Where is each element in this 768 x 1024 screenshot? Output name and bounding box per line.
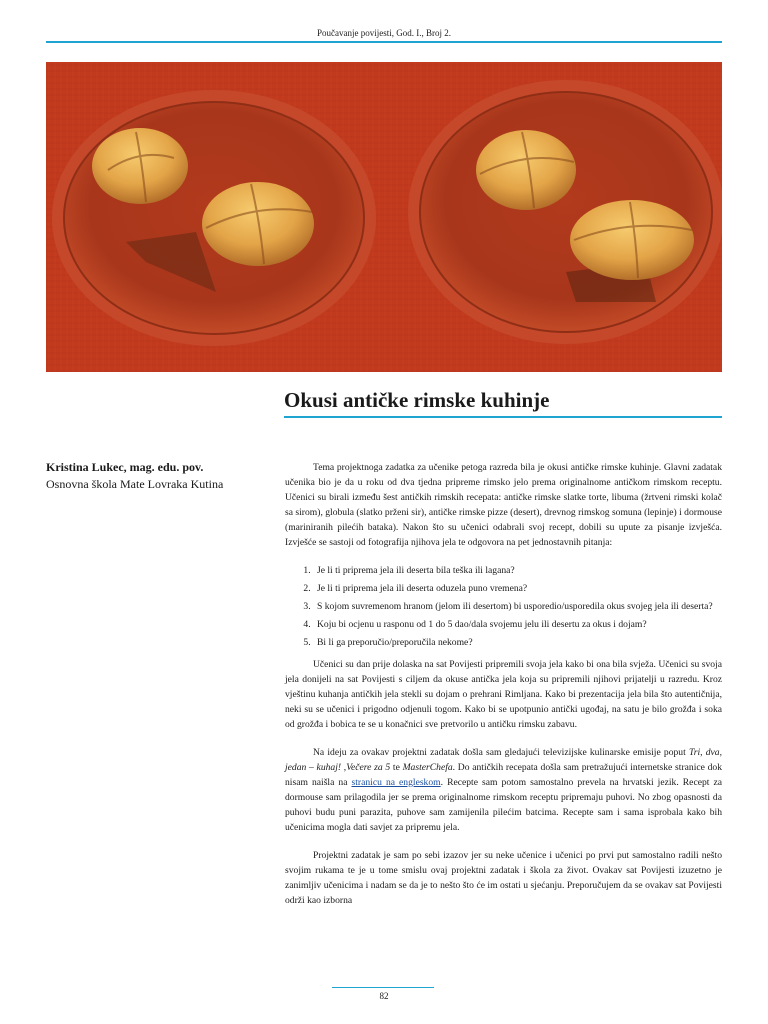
journal-header: Poučavanje povijesti, God. I., Broj 2. [317, 28, 451, 38]
title-rule [284, 416, 722, 418]
left-plate [52, 90, 376, 346]
right-bun-1 [476, 130, 576, 210]
p3-sep-1: , [341, 762, 347, 773]
question-item: 5. Bi li ga preporučio/preporučila nekome? [313, 635, 722, 650]
p3-text-end: . Recepte sam potom samostalno prevela na hrvatski jezik. Recept za dormouse sam prilagodila jer se prema originalnome rimskom receptu pripremaju puhovi. No zbog opasnosti da puhovi budu puni parazita, puhove sam zamijenila pilećim batcima. Recepte sam i sama isprobala kako bih učenicima mogla dati savjet za pripremu jela. [285, 777, 722, 833]
question-item: 3. S kojom suvremenom hranom (jelom ili desertom) bi usporedio/usporedila okus svojeg jela ili deserta? [313, 599, 722, 614]
paragraph-1: Tema projektnoga zadatka za učenike petoga razreda bila je okusi antičke rimske kuhinje. Glavni zadatak učenika bio je da u roku od dva tjedna pripreme rimsko jelo prema originalnome antičkom rimskom receptu. Učenici su birali između šest antičkih rimskih recepata: antičke rimske slatke torte, libuma (žrtveni rimski kolač sa sirom), globula (slatko prženi sir), antičke rimske pizze (desert), drevnog rimskog somuna (lepinje) i dormouse (mariniranih pilećih bataka). Nakon što su učenici odabrali svoj recept, dobili su upute za pisanje izvješća. Izvješće se sastoji od fotografija njihova jela te odgovora na pet jednostavnih pitanja: [285, 462, 722, 548]
show-title-1: Tri, dva, jedan – kuhaj! [285, 747, 722, 773]
question-item: 4. Koju bi ocjenu u rasponu od 1 do 5 dao/dala svojemu jelu ili desertu za okus i dojam? [313, 617, 722, 632]
question-item: 1. Je li ti priprema jela ili deserta bila teška ili lagana? [313, 563, 722, 578]
p3-sep-2: te [390, 762, 403, 773]
left-bun-1 [92, 128, 188, 204]
food-photo-illustration [46, 62, 722, 372]
question-item: 2. Je li ti priprema jela ili deserta oduzela puno vremena? [313, 581, 722, 596]
page-number: 82 [379, 991, 389, 1001]
show-title-2: Večere za 5 [346, 762, 391, 773]
paragraph-2: Učenici su dan prije dolaska na sat Povijesti pripremili svoja jela kako bi ona bila svježa. Učenici su svoja jela donijeli na sat Povijesti s ciljem da okuse antička jela koja su pripremili njihovi prijatelji u razredu. Kroz vještinu kuhanja antičkih jela stekli su dojam o prehrani Rimljana. Kako bi prezentacija jela bila što autentičnija, neki su se učenici i prigodno odjenuli togom. Kako bi se upotpunio antički ugođaj, na satu je bilo grožđa i soka od grožđa i bobica te se u konačnici sve pretvorilo u antičku rimsku zabavu. [285, 659, 722, 730]
footer-rule [332, 987, 434, 988]
article-body [285, 460, 722, 921]
author-block [46, 459, 266, 493]
article-title: Okusi antičke rimske kuhinje [284, 388, 550, 412]
p3-text-mid: . Do antičkih recepata došla sam pretražujući internetske stranice dok nisam naišla na [285, 762, 722, 788]
question-list [285, 563, 722, 650]
english-page-link[interactable]: stranicu na engleskom [351, 777, 441, 788]
author-name: Kristina Lukec, mag. edu. pov. [46, 460, 204, 474]
header-rule [46, 41, 722, 43]
right-plate [408, 80, 722, 344]
paragraph-4: Projektni zadatak je sam po sebi izazov jer su neke učenice i učenici po prvi put samostalno radili nešto svojim rukama te je u tome smislu ovaj projektni zadatak i škola za život. Ovakav sat Povijesti izuzetno je zanimljiv učenicima i nadam se da je to nešto što će im ostati u sjećanju. Preporučujem da se ovakav sat Povijesti održi kao izborna [285, 850, 722, 906]
food-photo [46, 62, 722, 372]
paragraph-3 [285, 745, 722, 835]
p3-text-start: Na ideju za ovakav projektni zadatak došla sam gledajući televizijske kulinarske emisije poput [313, 747, 689, 758]
author-school: Osnovna škola Mate Lovraka Kutina [46, 477, 224, 491]
show-title-3: MasterChefa [402, 762, 453, 773]
